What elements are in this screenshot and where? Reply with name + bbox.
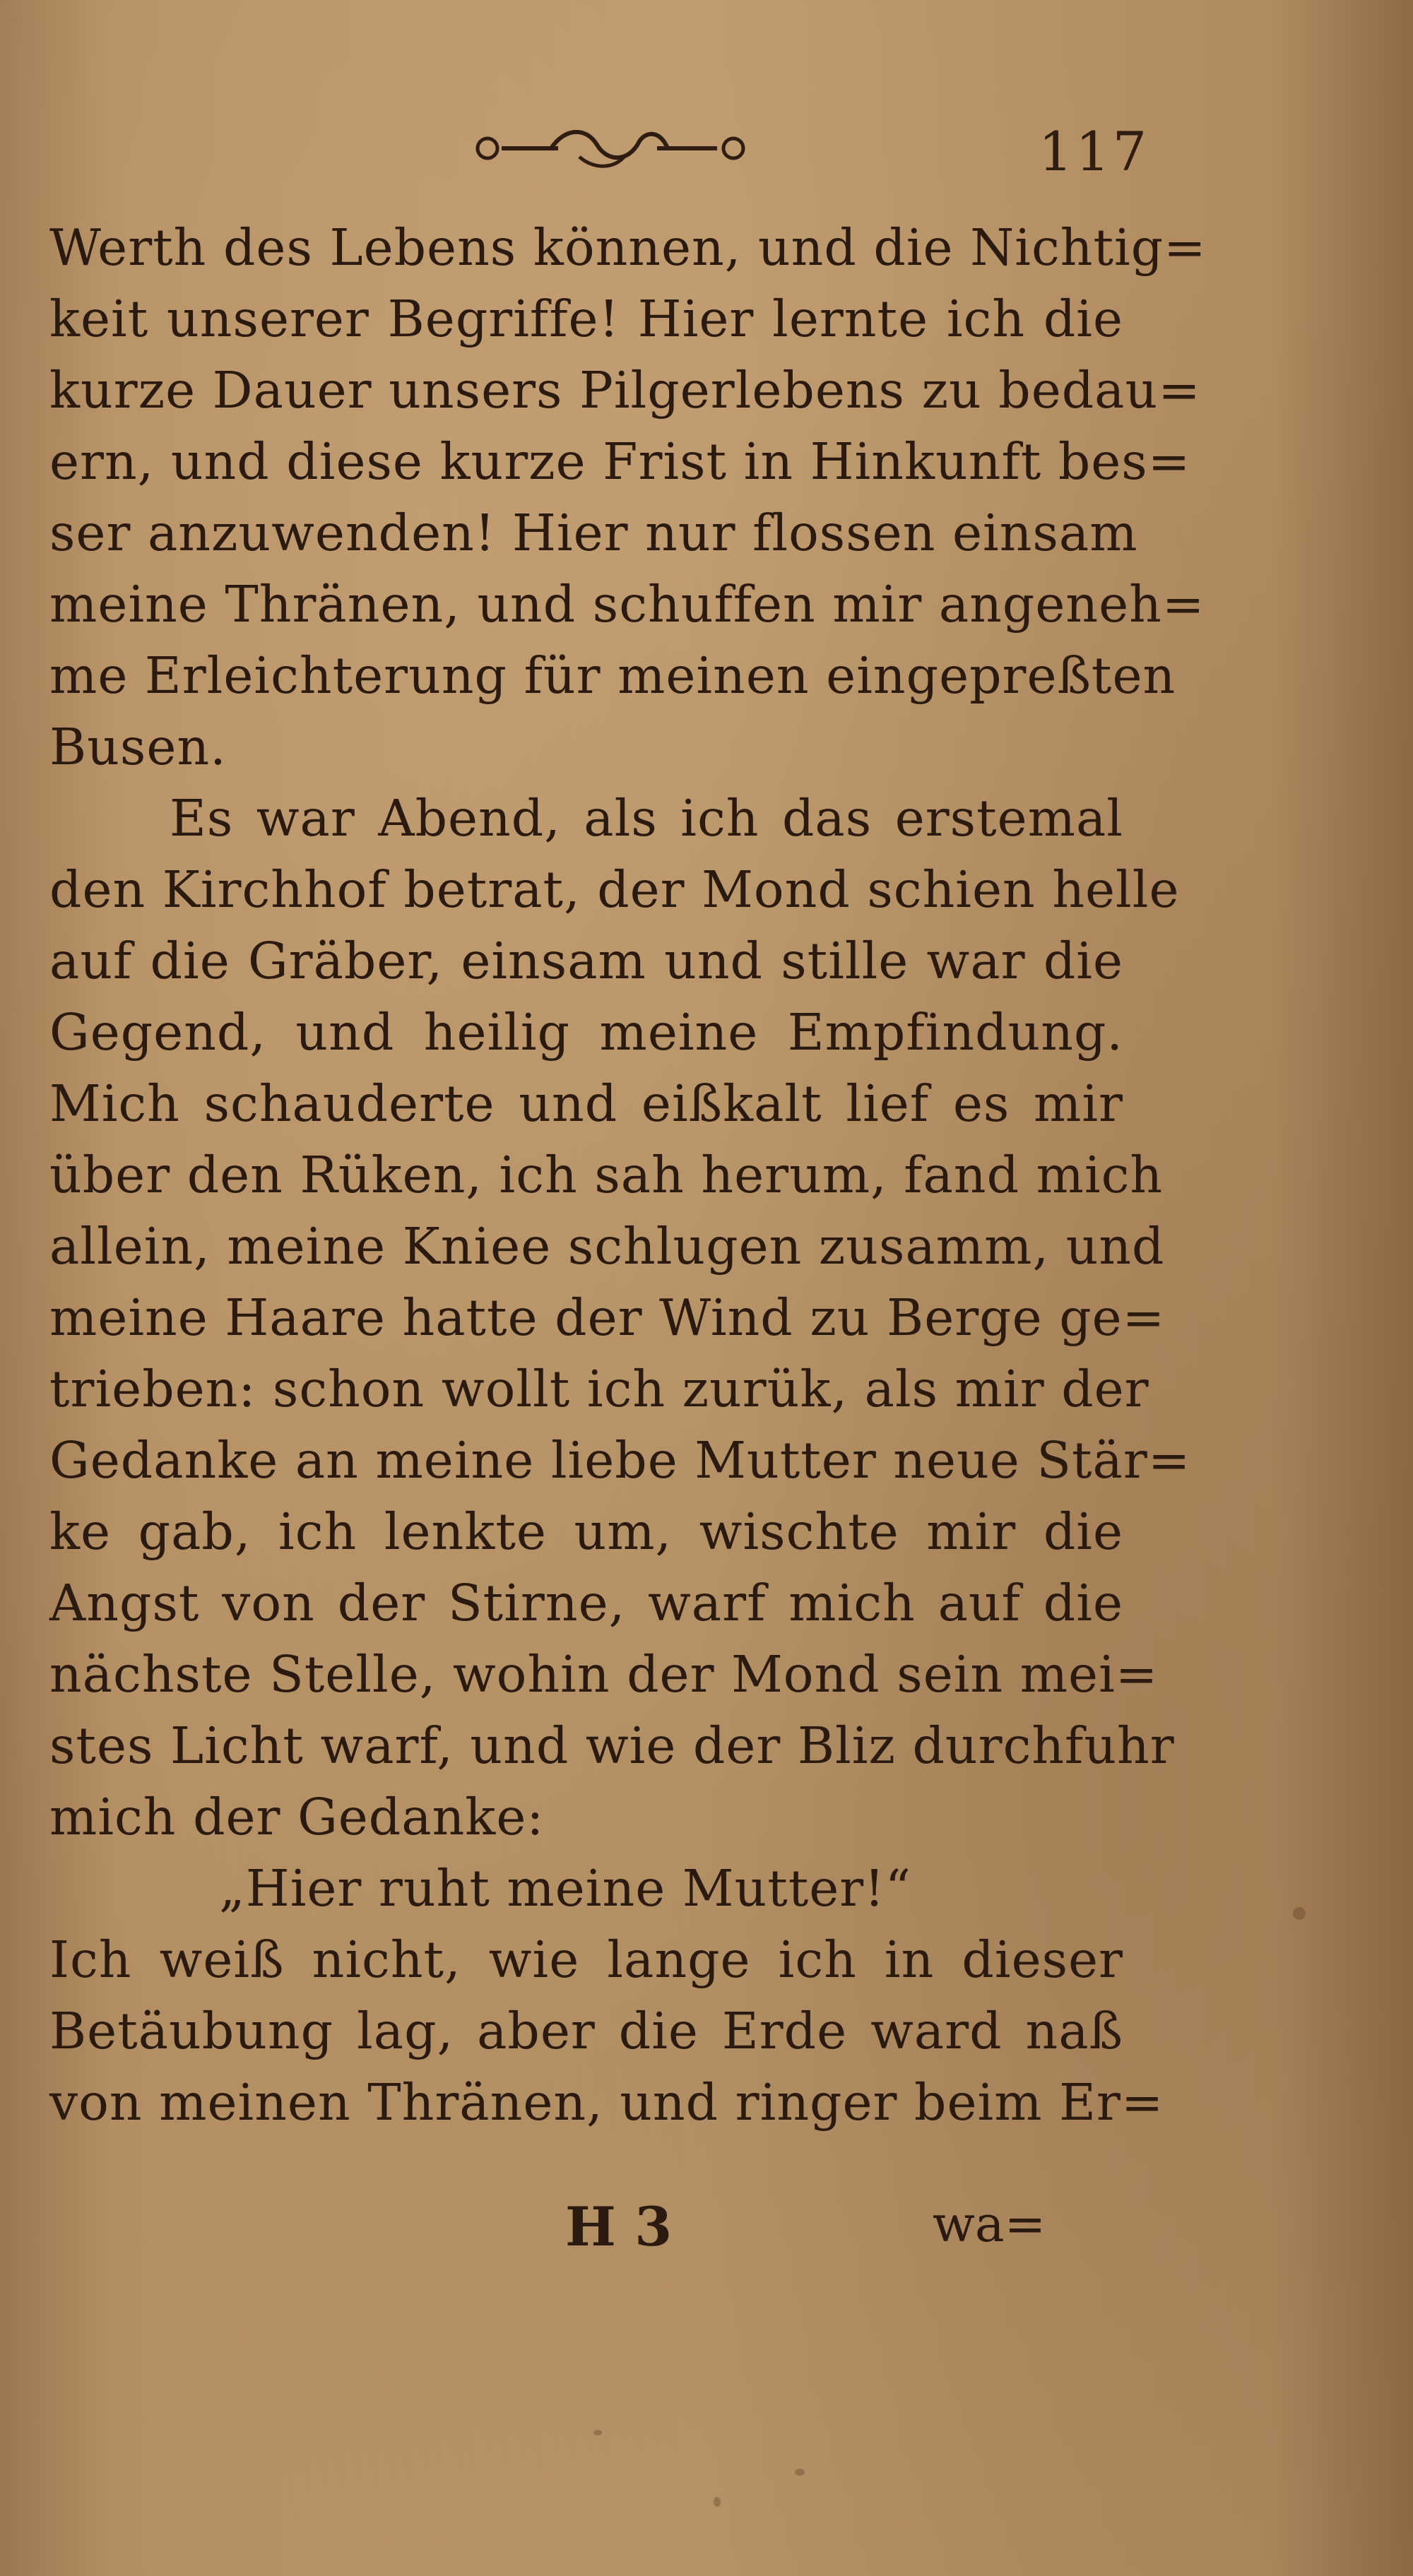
text-line: den Kirchhof betrat, der Mond schien helle: [49, 860, 1180, 919]
text-line: Gegend, und heilig meine Empfindung.: [49, 1003, 1123, 1062]
header-ornament-icon: [473, 120, 749, 177]
text-line: Betäubung lag, aber die Erde ward naß: [49, 2002, 1123, 2060]
paper-stain: [795, 2469, 805, 2476]
text-line: meine Thränen, und schuffen mir angeneh=: [49, 575, 1205, 634]
text-line: über den Rüken, ich sah herum, fand mich: [49, 1146, 1164, 1204]
paragraph-start-line: Es war Abend, als ich das erstemal: [170, 789, 1123, 848]
text-line: kurze Dauer unsers Pilgerlebens zu bedau=: [49, 361, 1201, 420]
text-line: ser anzuwenden! Hier nur flossen einsam: [49, 504, 1138, 562]
text-line: nächste Stelle, wohin der Mond sein mei=: [49, 1645, 1159, 1704]
text-line: Mich schauderte und eißkalt lief es mir: [49, 1074, 1123, 1133]
text-line: stes Licht warf, und wie der Bliz durchfuhr: [49, 1716, 1175, 1775]
text-line: Werth des Lebens können, und die Nichtig=: [49, 218, 1207, 277]
paper-stain: [593, 2430, 602, 2435]
text-line: auf die Gräber, einsam und stille war die: [49, 932, 1123, 990]
text-line: Angst von der Stirne, warf mich auf die: [49, 1574, 1123, 1632]
signature-mark: H 3: [565, 2195, 673, 2258]
body-text: [49, 212, 1207, 2138]
catchword: wa=: [933, 2195, 1046, 2253]
page-footer: [0, 2195, 1413, 2273]
text-line: ern, und diese kurze Frist in Hinkunft bes=: [49, 432, 1191, 491]
text-line: Busen.: [49, 718, 227, 776]
quote-line: „Hier ruht meine Mutter!“: [219, 1859, 912, 1918]
page-header: [0, 106, 1413, 191]
text-line: von meinen Thränen, und ringer beim Er=: [49, 2073, 1164, 2132]
page-number: 117: [1039, 120, 1150, 183]
text-line: Gedanke an meine liebe Mutter neue Stär=: [49, 1431, 1191, 1490]
text-line: allein, meine Kniee schlugen zusamm, und: [49, 1217, 1165, 1276]
paper-stain: [1293, 1907, 1306, 1920]
text-line: meine Haare hatte der Wind zu Berge ge=: [49, 1288, 1166, 1347]
text-line: mich der Gedanke:: [49, 1788, 545, 1846]
text-line: Ich weiß nicht, wie lange ich in dieser: [49, 1930, 1123, 1989]
text-line: keit unserer Begriffe! Hier lernte ich die: [49, 290, 1123, 348]
text-line: ke gab, ich lenkte um, wischte mir die: [49, 1502, 1123, 1561]
text-line: me Erleichterung für meinen eingepreßten: [49, 646, 1176, 705]
text-line: trieben: schon wollt ich zurük, als mir der: [49, 1360, 1149, 1418]
paper-stain: [714, 2497, 721, 2507]
